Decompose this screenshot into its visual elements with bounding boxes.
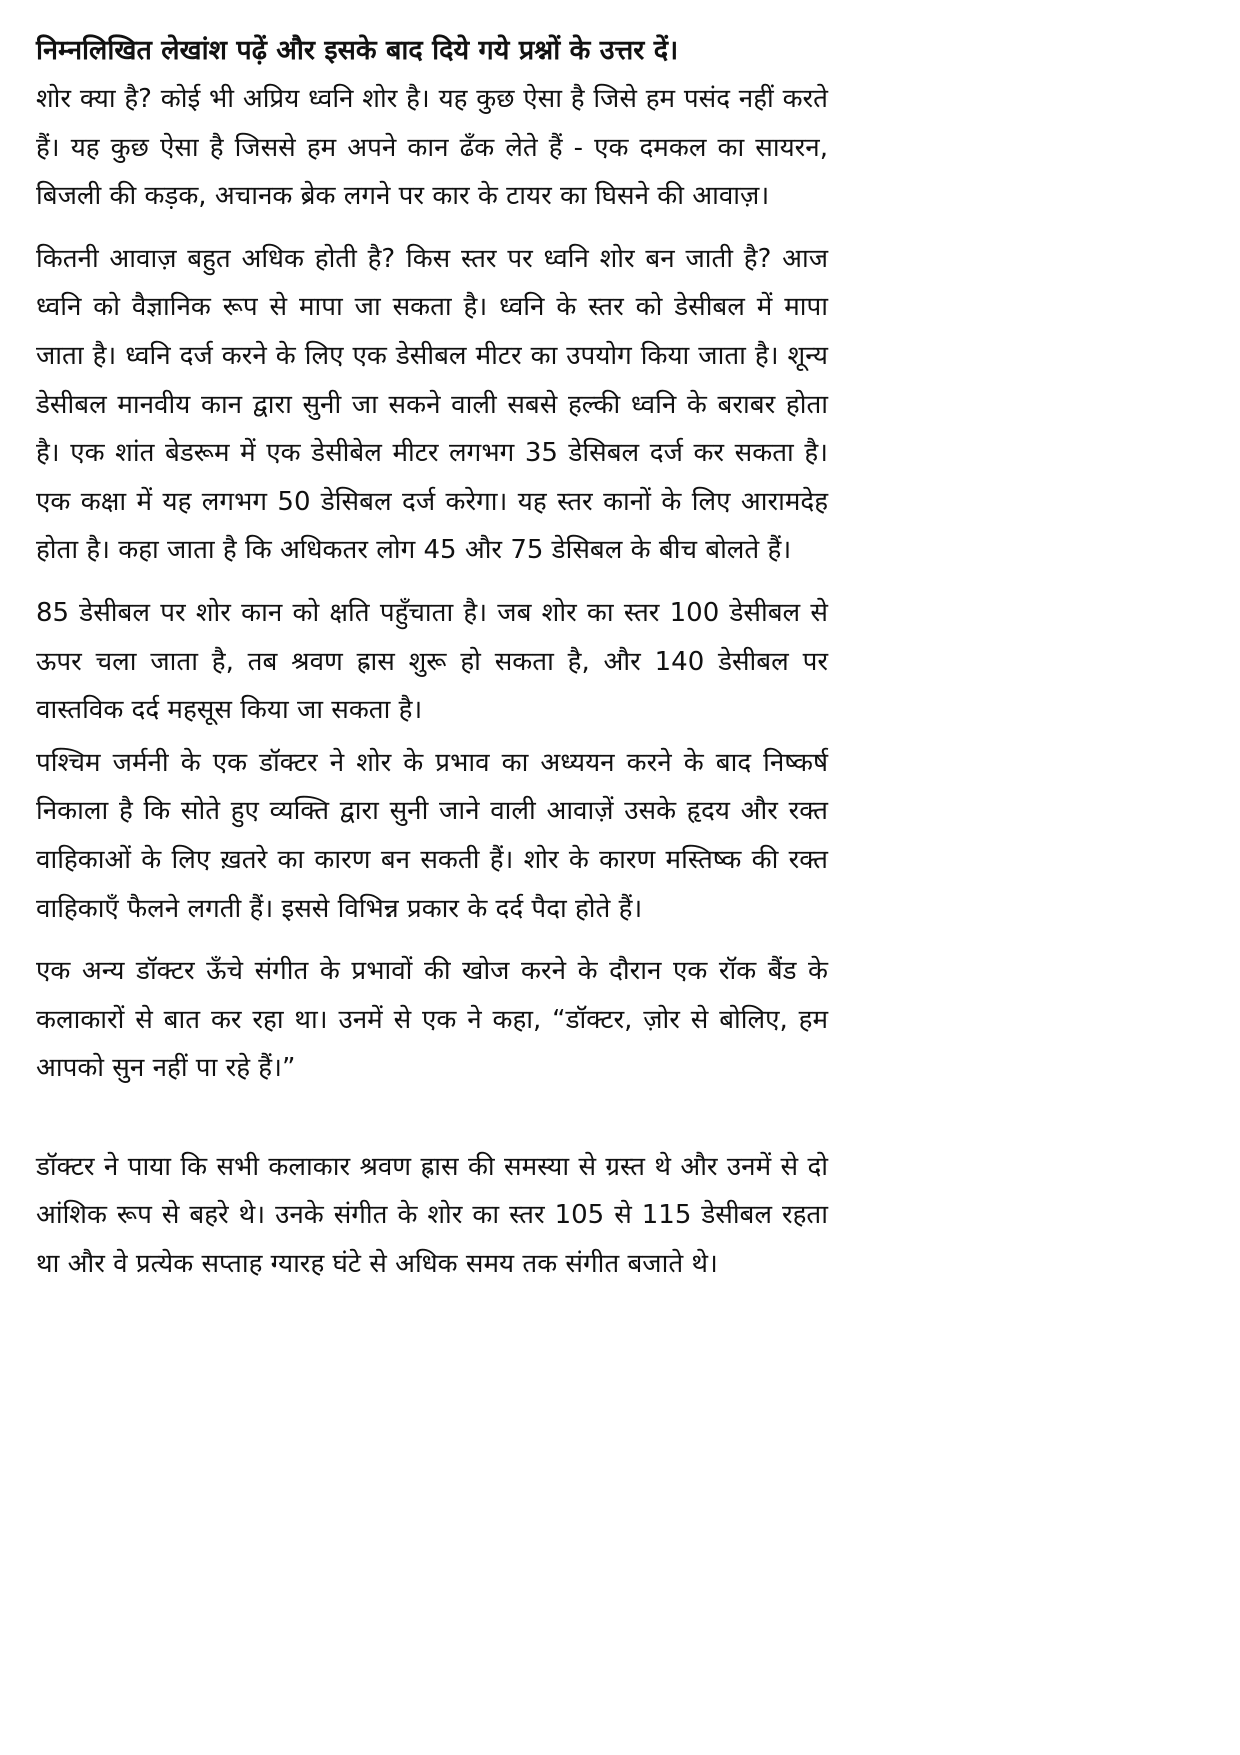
paragraph-hearing-damage: 85 डेसीबल पर शोर कान को क्षति पहुँचाता है। जब शोर का स्तर 100 डेसीबल से ऊपर चला जाता है, तब श्रवण ह्रास शुरू हो सकता है, और 140 डेसीबल पर वास्तविक दर्द महसूस किया जा सकता है। [36, 597, 828, 726]
paragraph-doctor-findings: डॉक्टर ने पाया कि सभी कलाकार श्रवण ह्रास की समस्या से ग्रस्त थे और उनमें से दो आंशिक रूप से बहरे थे। उनके संगीत के शोर का स्तर 105 से 115 डेसीबल रहता था और वे प्रत्येक सप्ताह ग्यारह घंटे से अधिक समय तक संगीत बजाते थे। [36, 1151, 828, 1280]
paragraph-what-is-noise: शोर क्या है? कोई भी अप्रिय ध्वनि शोर है। यह कुछ ऐसा है जिसे हम पसंद नहीं करते हैं। यह कुछ ऐसा है जिससे हम अपने कान ढँक लेते हैं - एक दमकल का सायरन, बिजली की कड़क, अचानक ब्रेक लगने पर कार के टायर का घिसने की आवाज़। [36, 84, 828, 212]
paragraph-rock-band: एक अन्य डॉक्टर ऊँचे संगीत के प्रभावों की खोज करने के दौरान एक रॉक बैंड के कलाकारों से बात कर रहा था। उनमें से एक ने कहा, “डॉक्टर, ज़ोर से बोलिए, हम आपको सुन नहीं पा रहे हैं।” [36, 956, 828, 1084]
passage-document [36, 26, 828, 1289]
paragraph-decibel-measurement: कितनी आवाज़ बहुत अधिक होती है? किस स्तर पर ध्वनि शोर बन जाती है? आज ध्वनि को वैज्ञानिक रूप से मापा जा सकता है। ध्वनि के स्तर को डेसीबल में मापा जाता है। ध्वनि दर्ज करने के लिए एक डेसीबल मीटर का उपयोग किया जाता है। शून्य डेसीबल मानवीय कान द्वारा सुनी जा सकने वाली सबसे हल्की ध्वनि के बराबर होता है। एक शांत बेडरूम में एक डेसीबेल मीटर लगभग 35 डेसिबल दर्ज कर सकता है। एक कक्षा में यह लगभग 50 डेसिबल दर्ज करेगा। यह स्तर कानों के लिए आरामदेह होता है। कहा जाता है कि अधिकतर लोग 45 और 75 डेसिबल के बीच बोलते हैं। [36, 243, 828, 566]
paragraph-west-germany-doctor: पश्चिम जर्मनी के एक डॉक्टर ने शोर के प्रभाव का अध्ययन करने के बाद निष्कर्ष निकाला है कि सोते हुए व्यक्ति द्वारा सुनी जाने वाली आवाज़ें उसके हृदय और रक्त वाहिकाओं के लिए ख़तरे का कारण बन सकती हैं। शोर के कारण मस्तिष्क की रक्त वाहिकाएँ फैलने लगती हैं। इससे विभिन्न प्रकार के दर्द पैदा होते हैं। [36, 747, 828, 924]
instruction-heading: निम्नलिखित लेखांश पढ़ें और इसके बाद दिये गये प्रश्नों के उत्तर दें। [36, 35, 679, 66]
